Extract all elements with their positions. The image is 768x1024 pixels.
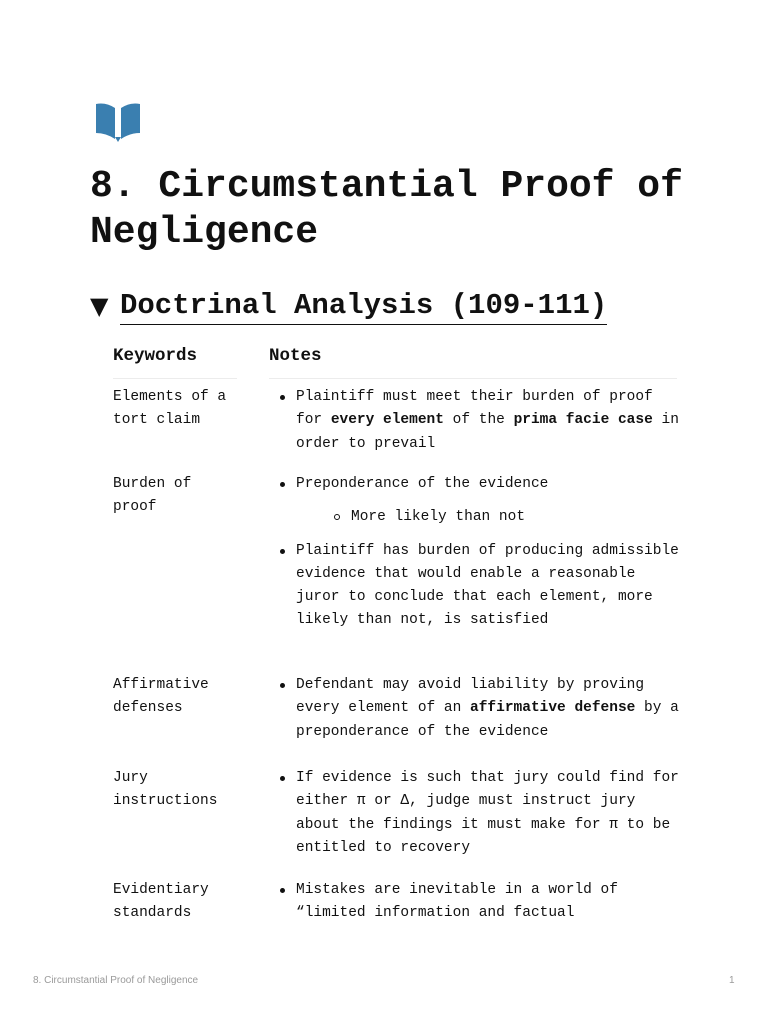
notes-cell — [269, 674, 679, 744]
section-title: Doctrinal Analysis (109-111) — [120, 288, 607, 325]
list-item: If evidence is such that jury could find for either π or Δ, judge must instruct jury about the findings it must make for π to be entitled to recovery — [269, 767, 679, 860]
bullet-list — [269, 674, 679, 744]
bullet-list — [269, 473, 679, 633]
footer-title: 8. Circumstantial Proof of Negligence — [33, 975, 199, 986]
bullet-list — [269, 767, 679, 860]
page-number: 1 — [729, 975, 735, 986]
notes-cell — [269, 879, 679, 926]
sub-list-item: More likely than not — [296, 506, 679, 529]
column-header-keywords: Keywords — [113, 340, 237, 379]
notes-cell — [269, 767, 679, 860]
list-item: Preponderance of the evidence More likely than not — [269, 473, 679, 530]
bullet-list — [269, 879, 679, 926]
keyword-cell: Jury instructions — [113, 770, 218, 810]
open-book-icon — [94, 101, 142, 143]
keyword-cell: Elements of a tort claim — [113, 389, 227, 429]
list-item: Plaintiff has burden of producing admissible evidence that would enable a reasonable juror to conclude that each element, more likely than not, is satisfied — [269, 540, 679, 633]
triangle-down-icon[interactable]: ▼ — [90, 292, 109, 320]
notes-cell — [269, 473, 679, 633]
page-title: 8. Circumstantial Proof of Negligence — [90, 165, 683, 254]
section-toggle[interactable] — [90, 286, 607, 326]
list-item: Defendant may avoid liability by proving every element of an affirmative defense by a preponderance of the evidence — [269, 674, 679, 744]
sub-bullet-list — [296, 506, 679, 529]
column-header-notes: Notes — [269, 340, 677, 379]
list-item: Mistakes are inevitable in a world of “limited information and factual — [269, 879, 679, 926]
list-item: Plaintiff must meet their burden of proof for every element of the prima facie case in order to prevail — [269, 386, 679, 456]
keyword-cell: Evidentiary standards — [113, 882, 209, 922]
keyword-cell: Affirmative defenses — [113, 677, 209, 717]
notes-cell — [269, 386, 679, 456]
keyword-cell: Burden of proof — [113, 476, 192, 516]
bullet-list — [269, 386, 679, 456]
